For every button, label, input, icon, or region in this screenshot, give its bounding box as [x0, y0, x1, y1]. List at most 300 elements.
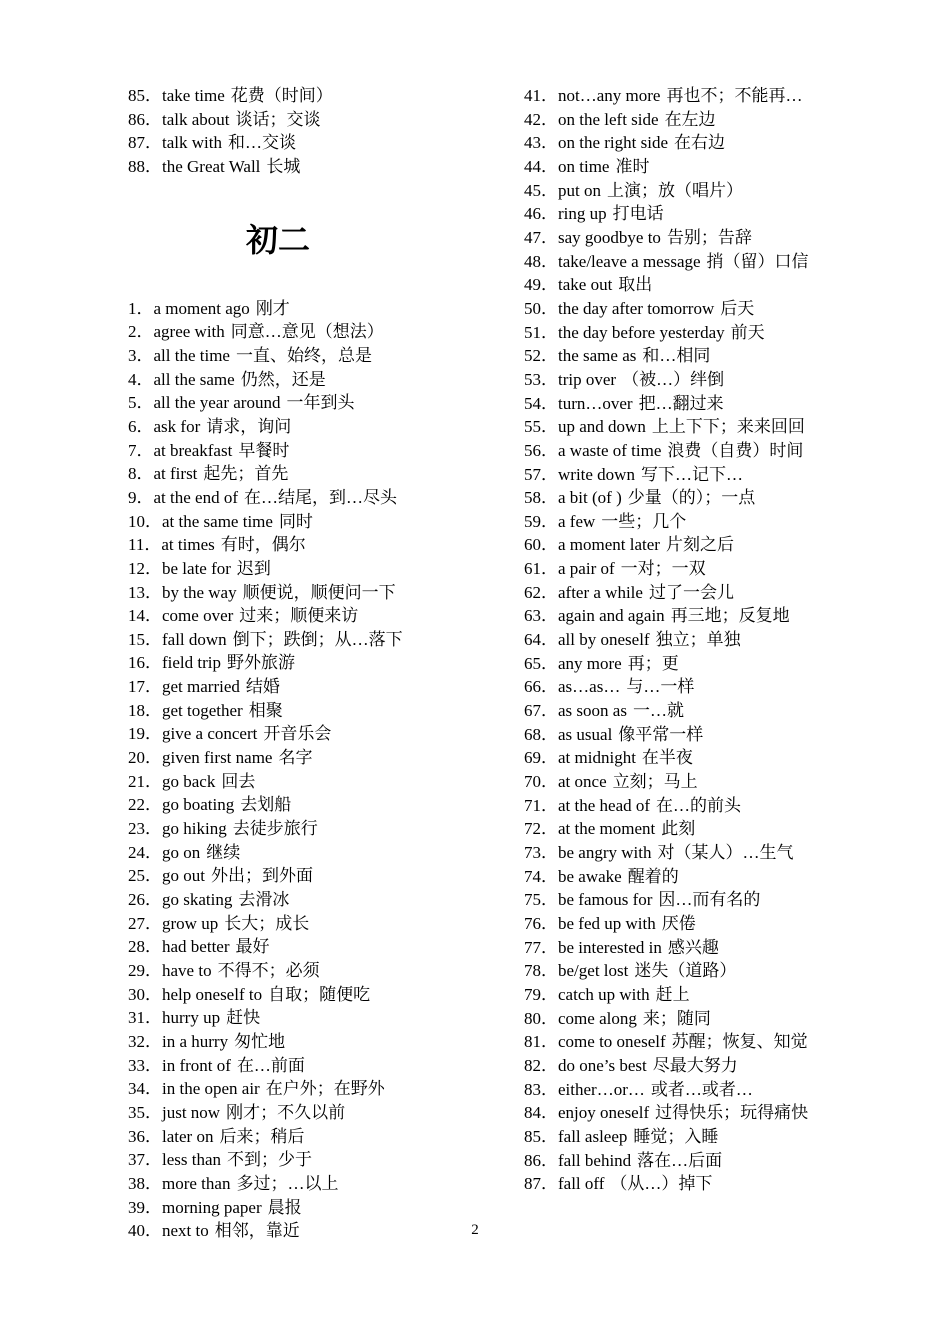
entry-number: 54．: [524, 393, 558, 413]
entry-meaning: 一对；一双: [620, 559, 706, 579]
entry-number: 44．: [524, 156, 558, 176]
entry-phrase: say goodbye to: [558, 227, 661, 247]
entry-phrase: fall asleep: [558, 1126, 628, 1146]
vocab-entry: [524, 675, 924, 699]
vocab-entry: [128, 1077, 488, 1101]
entry-number: 8．: [128, 464, 154, 484]
entry-meaning: 片刻之后: [665, 535, 734, 555]
entry-number: 48．: [524, 251, 558, 271]
vocab-entry: [128, 533, 488, 557]
entry-phrase: turn…over: [558, 393, 633, 413]
entry-phrase: put on: [558, 180, 601, 200]
vocab-entry: [524, 297, 924, 321]
entry-phrase: do one’s best: [558, 1055, 647, 1075]
entry-meaning: 此刻: [661, 819, 696, 839]
entry-number: 39．: [128, 1197, 162, 1217]
entry-meaning: 请求，询问: [206, 416, 292, 436]
entry-meaning: 一…就: [632, 701, 684, 721]
entry-meaning: 写下…记下…: [640, 464, 743, 484]
vocab-entry: [128, 1125, 488, 1149]
vocab-entry: [128, 581, 488, 605]
entry-phrase: be famous for: [558, 890, 653, 910]
entry-phrase: a moment ago: [153, 298, 250, 318]
entry-meaning: 不到；少于: [227, 1150, 313, 1170]
entry-number: 10．: [128, 511, 162, 531]
entry-phrase: at the moment: [558, 819, 656, 839]
entry-number: 67．: [524, 701, 558, 721]
vocab-entry: [128, 912, 488, 936]
entry-phrase: all the same: [153, 369, 235, 389]
entry-meaning: 告别；告辞: [666, 227, 752, 247]
entry-meaning: 回去: [221, 771, 256, 791]
vocab-entry: [524, 865, 924, 889]
entry-meaning: 与…一样: [626, 677, 695, 697]
vocab-entry: [128, 439, 488, 463]
vocab-entry: [128, 817, 488, 841]
vocab-entry: [128, 675, 488, 699]
vocab-entry: [524, 1125, 924, 1149]
vocab-entry: [524, 131, 924, 155]
vocab-entry: [524, 1149, 924, 1173]
entry-meaning: 尽最大努力: [652, 1055, 738, 1075]
vocab-entry: [524, 155, 924, 179]
right-column: [524, 84, 924, 1196]
entry-number: 22．: [128, 795, 162, 815]
entry-number: 70．: [524, 772, 558, 792]
vocab-entry: [128, 486, 488, 510]
vocab-entry: [524, 250, 924, 274]
entry-number: 87．: [524, 1174, 558, 1194]
vocab-entry: [128, 770, 488, 794]
entry-phrase: go boating: [162, 795, 235, 815]
entry-number: 76．: [524, 913, 558, 933]
entry-phrase: ring up: [558, 204, 607, 224]
entry-phrase: the same as: [558, 346, 637, 366]
entry-phrase: more than: [162, 1173, 231, 1193]
entry-meaning: 匆忙地: [234, 1031, 286, 1051]
entry-number: 14．: [128, 606, 162, 626]
entry-number: 33．: [128, 1055, 162, 1075]
entry-phrase: come along: [558, 1008, 637, 1028]
vocab-entry: [524, 463, 924, 487]
entry-phrase: be/get lost: [558, 961, 629, 981]
entry-phrase: all the time: [153, 345, 230, 365]
vocab-entry: [524, 439, 924, 463]
entry-meaning: 厌倦: [661, 913, 696, 933]
entry-number: 66．: [524, 677, 558, 697]
entry-meaning: 在左边: [664, 109, 716, 129]
entry-phrase: have to: [162, 961, 212, 980]
entry-number: 17．: [128, 677, 162, 697]
vocab-entry: [128, 368, 488, 392]
entry-phrase: just now: [162, 1102, 221, 1122]
vocab-entry: [524, 1030, 924, 1054]
entry-meaning: 迷失（道路）: [634, 961, 737, 981]
vocab-entry: [128, 935, 488, 959]
entry-number: 32．: [128, 1031, 162, 1051]
entry-meaning: 不得不；必须: [217, 961, 320, 980]
entry-number: 56．: [524, 440, 558, 460]
page-number: 2: [471, 1222, 479, 1238]
vocab-entry: [128, 628, 488, 652]
entry-meaning: 捎（留）口信: [706, 251, 809, 271]
entry-meaning: 准时: [615, 156, 650, 176]
entry-phrase: at the head of: [558, 795, 651, 815]
vocab-entry: [128, 722, 488, 746]
vocab-entry: [524, 1078, 924, 1102]
entry-phrase: fall behind: [558, 1150, 632, 1170]
entry-phrase: ask for: [153, 416, 201, 436]
entry-number: 45．: [524, 180, 558, 200]
entry-number: 65．: [524, 653, 558, 673]
entry-meaning: 和…交谈: [227, 133, 296, 153]
entry-phrase: at midnight: [558, 748, 636, 768]
entry-number: 28．: [128, 937, 162, 957]
entry-meaning: 上上下下；来来回回: [651, 417, 805, 437]
entry-meaning: 上演；放（唱片）: [606, 180, 743, 200]
vocab-entry: [524, 1172, 924, 1196]
entry-meaning: 取出: [618, 275, 653, 295]
entry-meaning: 少量（的）；一点: [627, 488, 756, 508]
entry-number: 13．: [128, 582, 162, 602]
entry-number: 58．: [524, 488, 558, 508]
entry-phrase: trip over: [558, 369, 617, 389]
entry-phrase: take time: [162, 86, 225, 105]
section-heading-text: 初二: [245, 220, 310, 259]
entry-meaning: 后天: [720, 298, 755, 318]
entry-phrase: at once: [558, 772, 607, 792]
entry-number: 84．: [524, 1103, 558, 1123]
entry-phrase: any more: [558, 653, 622, 673]
entry-meaning: 立刻；马上: [612, 772, 698, 792]
entry-number: 79．: [524, 984, 558, 1004]
entry-phrase: in front of: [162, 1055, 231, 1075]
entry-phrase: at the end of: [153, 487, 238, 507]
vocab-entry: [524, 557, 924, 581]
entry-meaning: 在…前面: [236, 1055, 305, 1075]
entry-meaning: 把…翻过来: [638, 393, 724, 413]
entry-meaning: 后来；稍后: [219, 1126, 305, 1146]
vocab-entry: [524, 699, 924, 723]
entry-number: 47．: [524, 227, 558, 247]
entry-number: 83．: [524, 1079, 558, 1099]
entry-phrase: get married: [162, 677, 240, 697]
entry-phrase: at breakfast: [153, 440, 233, 460]
entry-meaning: 过得快乐；玩得痛快: [655, 1103, 809, 1123]
vocab-entry: [524, 84, 924, 108]
vocab-entry: [524, 273, 924, 297]
entry-number: 68．: [524, 724, 558, 744]
entry-phrase: take out: [558, 275, 613, 295]
entry-number: 24．: [128, 842, 162, 862]
entry-number: 5．: [128, 393, 154, 413]
entry-number: 38．: [128, 1173, 162, 1193]
vocab-entry: [524, 344, 924, 368]
entry-meaning: 花费（时间）: [230, 86, 333, 105]
entry-number: 86．: [524, 1150, 558, 1170]
vocab-entry: [524, 912, 924, 936]
entry-meaning: 同时: [278, 511, 313, 531]
entry-meaning: 浪费（自费）时间: [667, 440, 804, 460]
entry-meaning: 同意…意见（想法）: [230, 322, 384, 342]
entry-meaning: 结婚: [245, 677, 280, 697]
vocab-entry: [128, 864, 488, 888]
vocab-entry: [524, 770, 924, 794]
entry-number: 37．: [128, 1150, 162, 1170]
vocab-entry: [128, 983, 488, 1007]
entry-phrase: help oneself to: [162, 984, 263, 1004]
entry-phrase: the Great Wall: [162, 156, 261, 176]
entry-number: 3．: [128, 345, 154, 365]
vocab-entry: [128, 320, 488, 344]
entry-meaning: 开音乐会: [263, 724, 332, 744]
entry-meaning: 或者…或者…: [650, 1079, 753, 1099]
entry-phrase: the day after tomorrow: [558, 298, 715, 318]
vocab-entry: [524, 1054, 924, 1078]
entry-meaning: 独立；单独: [655, 630, 741, 650]
entry-number: 25．: [128, 866, 162, 886]
vocab-entry: [524, 628, 924, 652]
entry-meaning: 在右边: [674, 133, 726, 153]
entry-number: 4．: [128, 369, 154, 389]
vocab-entry: [128, 1054, 488, 1078]
vocab-entry: [524, 936, 924, 960]
vocab-entry: [128, 510, 488, 534]
entry-number: 12．: [128, 558, 162, 578]
vocab-entry: [128, 888, 488, 912]
vocab-entry: [128, 297, 488, 321]
entry-meaning: 在户外；在野外: [265, 1079, 385, 1099]
vocab-entry: [128, 1030, 488, 1054]
entry-meaning: 苏醒；恢复、知觉: [671, 1032, 808, 1052]
entry-meaning: 睡觉；入睡: [633, 1126, 719, 1146]
entry-meaning: 因…而有名的: [658, 890, 761, 910]
entry-meaning: 在…的前头: [656, 795, 742, 815]
entry-meaning: 一些；几个: [601, 511, 687, 531]
entry-phrase: be angry with: [558, 843, 652, 862]
section-heading: [128, 179, 488, 297]
vocab-entry: [128, 746, 488, 770]
vocab-entry: [128, 841, 488, 865]
entry-phrase: talk with: [162, 133, 222, 153]
vocab-entry: [524, 179, 924, 203]
entry-number: 60．: [524, 535, 558, 555]
entry-phrase: in a hurry: [162, 1031, 229, 1051]
entry-number: 55．: [524, 417, 558, 437]
entry-meaning: 再也不；不能再…: [666, 86, 803, 105]
entry-number: 29．: [128, 961, 162, 980]
entry-phrase: take/leave a message: [558, 251, 701, 271]
entry-phrase: by the way: [162, 582, 237, 602]
entry-number: 36．: [128, 1126, 162, 1146]
entry-number: 62．: [524, 582, 558, 602]
entry-phrase: hurry up: [162, 1008, 221, 1028]
vocab-entry: [524, 368, 924, 392]
entry-number: 87．: [128, 133, 162, 153]
vocab-entry: [128, 1101, 488, 1125]
entry-number: 53．: [524, 369, 558, 389]
entry-number: 80．: [524, 1008, 558, 1028]
entry-meaning: 起先；首先: [203, 464, 289, 484]
entry-meaning: 去徒步旅行: [232, 819, 318, 839]
entry-phrase: a moment later: [558, 535, 660, 555]
entry-number: 64．: [524, 630, 558, 650]
entry-meaning: 和…相同: [642, 346, 711, 366]
entry-phrase: all by oneself: [558, 630, 650, 650]
entry-meaning: 继续: [206, 842, 241, 862]
vocab-entry: [128, 155, 488, 179]
entry-meaning: 过来；顺便来访: [239, 606, 359, 626]
entry-number: 85．: [524, 1126, 558, 1146]
vocab-entry: [524, 533, 924, 557]
entry-phrase: next to: [162, 1221, 209, 1241]
entry-number: 59．: [524, 511, 558, 531]
entry-phrase: fall off: [558, 1174, 605, 1194]
entry-phrase: on time: [558, 156, 610, 176]
vocab-entry: [524, 108, 924, 132]
entry-number: 21．: [128, 771, 162, 791]
entry-number: 18．: [128, 700, 162, 720]
entry-meaning: 过了一会儿: [648, 582, 734, 602]
entry-number: 51．: [524, 322, 558, 342]
entry-meaning: 长城: [266, 156, 301, 176]
left-column: [128, 84, 488, 1243]
left-main-list: [128, 297, 488, 1243]
entry-meaning: 感兴趣: [667, 937, 719, 957]
vocab-entry: [524, 604, 924, 628]
vocab-entry: [524, 486, 924, 510]
entry-phrase: grow up: [162, 913, 219, 933]
vocab-entry: [524, 226, 924, 250]
entry-meaning: 自取；随便吃: [268, 984, 371, 1004]
entry-number: 19．: [128, 724, 162, 744]
entry-phrase: on the left side: [558, 109, 659, 129]
entry-number: 41．: [524, 86, 558, 105]
vocab-entry: [524, 1101, 924, 1125]
left-top-list: [128, 84, 488, 179]
vocab-entry: [524, 581, 924, 605]
entry-phrase: be fed up with: [558, 913, 656, 933]
vocab-entry: [524, 817, 924, 841]
entry-meaning: （从…）掉下: [610, 1174, 713, 1194]
entry-meaning: 一直、始终，总是: [235, 345, 372, 365]
entry-meaning: 相邻，靠近: [214, 1221, 300, 1241]
vocab-entry: [128, 793, 488, 817]
entry-number: 9．: [128, 487, 154, 507]
entry-phrase: go out: [162, 866, 205, 886]
entry-meaning: 外出；到外面: [210, 866, 313, 886]
entry-number: 57．: [524, 464, 558, 484]
entry-meaning: 再；更: [627, 653, 679, 673]
entry-meaning: 多过；…以上: [236, 1173, 339, 1193]
vocab-entry: [128, 84, 488, 108]
entry-number: 78．: [524, 961, 558, 981]
entry-number: 6．: [128, 416, 154, 436]
entry-number: 88．: [128, 156, 162, 176]
entry-number: 16．: [128, 653, 162, 673]
entry-phrase: a waste of time: [558, 440, 662, 460]
entry-number: 2．: [128, 322, 154, 342]
entry-phrase: as…as…: [558, 677, 621, 697]
vocab-entry: [128, 1006, 488, 1030]
vocab-entry: [524, 888, 924, 912]
entry-phrase: at times: [161, 535, 215, 555]
entry-meaning: 名字: [278, 748, 313, 768]
entry-meaning: 刚才: [255, 298, 290, 318]
entry-meaning: 仍然，还是: [240, 369, 326, 389]
entry-number: 7．: [128, 440, 154, 460]
entry-number: 35．: [128, 1102, 162, 1122]
entry-number: 46．: [524, 204, 558, 224]
entry-meaning: 长大；成长: [224, 913, 310, 933]
entry-phrase: either…or…: [558, 1079, 645, 1099]
entry-phrase: give a concert: [162, 724, 258, 744]
entry-number: 43．: [524, 133, 558, 153]
entry-number: 20．: [128, 748, 162, 768]
entry-meaning: 迟到: [236, 558, 271, 578]
entry-number: 81．: [524, 1032, 558, 1052]
vocab-entry: [524, 983, 924, 1007]
entry-phrase: be interested in: [558, 937, 662, 957]
entry-phrase: go skating: [162, 890, 233, 910]
entry-number: 74．: [524, 866, 558, 886]
entry-meaning: 野外旅游: [227, 653, 296, 673]
entry-meaning: 一年到头: [286, 393, 355, 413]
entry-number: 34．: [128, 1079, 162, 1099]
entry-phrase: later on: [162, 1126, 214, 1146]
entry-meaning: 谈话；交谈: [235, 109, 321, 129]
entry-phrase: fall down: [162, 629, 227, 649]
entry-number: 30．: [128, 984, 162, 1004]
entry-number: 15．: [128, 629, 162, 649]
entry-phrase: not…any more: [558, 86, 661, 105]
entry-meaning: 刚才；不久以前: [226, 1102, 346, 1122]
entry-meaning: 早餐时: [238, 440, 290, 460]
entry-phrase: after a while: [558, 582, 643, 602]
vocab-entry: [128, 699, 488, 723]
vocab-entry: [524, 392, 924, 416]
entry-number: 52．: [524, 346, 558, 366]
entry-phrase: all the year around: [153, 393, 281, 413]
entry-number: 77．: [524, 937, 558, 957]
entry-meaning: 对（某人）…生气: [657, 843, 794, 862]
entry-meaning: 来；随同: [642, 1008, 711, 1028]
vocab-entry: [128, 557, 488, 581]
entry-phrase: morning paper: [162, 1197, 262, 1217]
entry-number: 85．: [128, 86, 162, 105]
vocab-entry: [128, 1148, 488, 1172]
entry-phrase: in the open air: [162, 1079, 260, 1099]
entry-meaning: 在…结尾，到…尽头: [244, 487, 397, 507]
entry-phrase: be late for: [162, 558, 231, 578]
vocab-entry: [128, 959, 488, 983]
entry-phrase: on the right side: [558, 133, 669, 153]
entry-meaning: 前天: [730, 322, 765, 342]
vocab-entry: [128, 1172, 488, 1196]
entry-number: 71．: [524, 795, 558, 815]
entry-number: 50．: [524, 298, 558, 318]
vocab-entry: [524, 652, 924, 676]
entry-number: 61．: [524, 559, 558, 579]
vocab-entry: [128, 131, 488, 155]
vocab-entry: [524, 959, 924, 983]
entry-meaning: 赶快: [226, 1008, 261, 1028]
entry-number: 63．: [524, 606, 558, 626]
entry-number: 1．: [128, 298, 154, 318]
vocab-entry: [524, 746, 924, 770]
entry-meaning: 在半夜: [641, 748, 693, 768]
vocab-entry: [128, 108, 488, 132]
